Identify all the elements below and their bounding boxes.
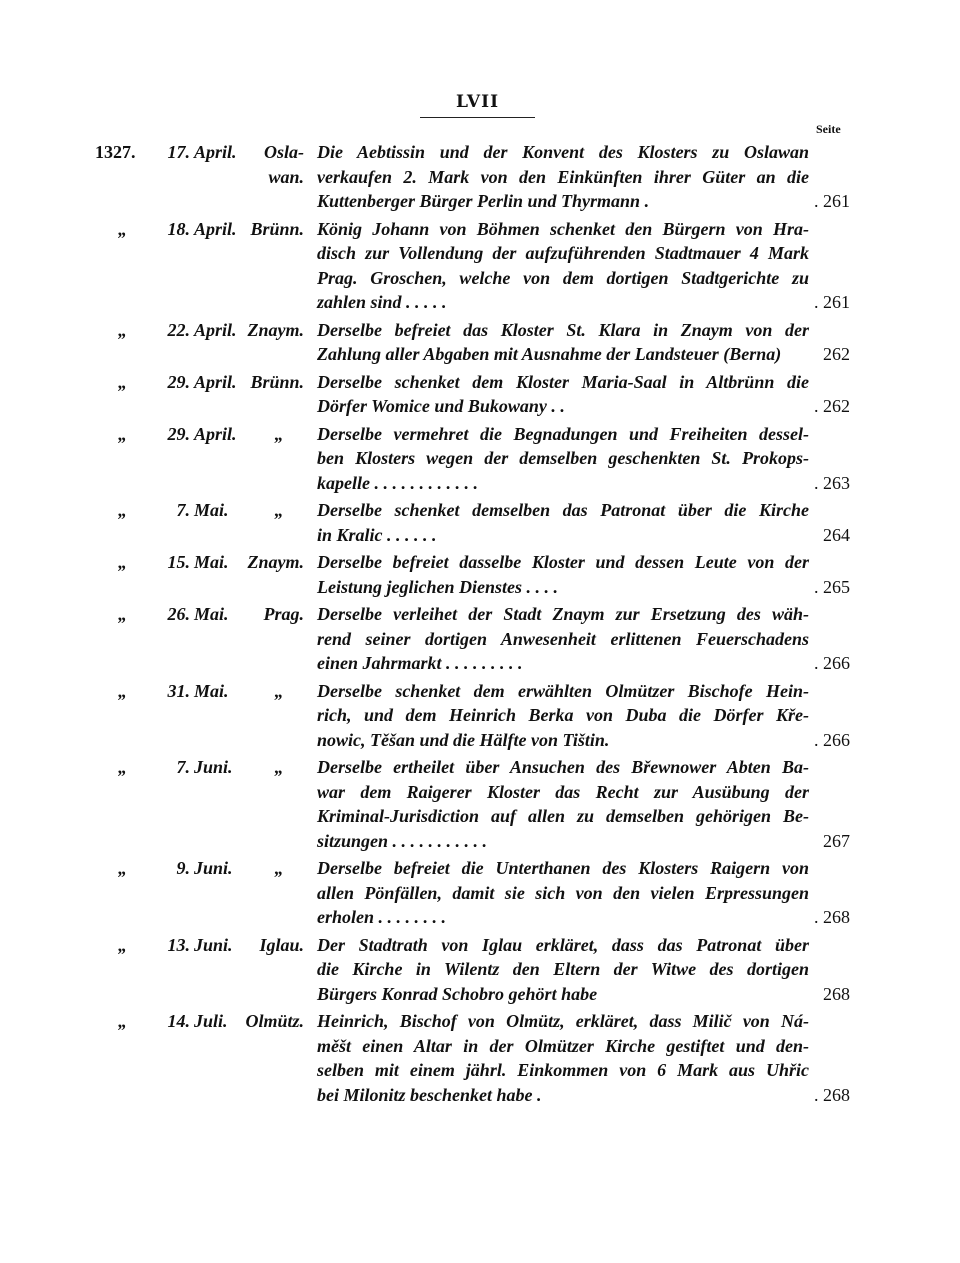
entry-text xyxy=(317,140,809,214)
entry-text-line: Kuttenberger Bürger Perlin und Thyrmann . xyxy=(317,191,650,211)
entry-text-line: nowic, Těšan und die Hälfte von Tištin. xyxy=(317,729,610,750)
entry-text-line: König Johann von Böhmen schenket den Bürgern von Hra- xyxy=(317,218,809,239)
entry-page-ref: 264 xyxy=(823,524,850,545)
entry-place xyxy=(244,933,304,958)
entry-text-line: rich, und dem Heinrich Berka von Duba die Dörfer Křе- xyxy=(317,705,809,725)
entry-text-line: Der Stadtrath von Iglau erkläret, dass das Patronat über xyxy=(317,934,809,955)
entry-place xyxy=(244,550,304,575)
entry-page-ref: . 266 xyxy=(814,653,850,673)
entry-month: Juni. xyxy=(194,934,233,955)
entry-day: 15. xyxy=(167,552,190,572)
entry-text-line: kapelle . . . . . . . . . . . . xyxy=(317,472,478,493)
entry-place xyxy=(244,422,304,447)
entry-place xyxy=(244,1009,304,1034)
entry-text-line: měšt einen Altar in der Olmützer Kirche gestiftet und den- xyxy=(317,1035,809,1056)
entry-place xyxy=(244,318,304,343)
entry-place-line: wan. xyxy=(268,166,304,187)
register-entry xyxy=(0,755,960,853)
entry-page-ref: . 268 xyxy=(814,907,850,927)
entry-place-line: Iglau. xyxy=(259,934,304,955)
entry-place-line: Brünn. xyxy=(250,371,304,392)
entry-place xyxy=(244,856,304,881)
register-entry xyxy=(0,140,960,214)
entry-month: Juli. xyxy=(194,1011,228,1031)
entry-month: April. xyxy=(194,142,237,162)
entry-text-line: Derselbe schenket dem erwählten Olmützer Bischofe Hein- xyxy=(317,680,809,701)
entry-text xyxy=(317,550,809,599)
entry-place-line: Prag. xyxy=(263,604,304,624)
entry-day: 9. xyxy=(176,858,190,878)
entry-text xyxy=(317,933,809,1007)
entry-text-line: Zahlung aller Abgaben mit Ausnahme der Landsteuer (Berna) xyxy=(317,344,782,364)
entry-text-line: Derselbe schenket demselben das Patronat über die Kirche xyxy=(317,500,809,520)
entry-text-line: rend seiner dortigen Anwesenheit erlittenen Feuerschadens xyxy=(317,628,809,649)
register-entry xyxy=(0,318,960,367)
ditto-mark: „ xyxy=(118,552,127,572)
entry-day: 22. xyxy=(167,319,190,340)
register-entry xyxy=(0,217,960,315)
entry-text xyxy=(317,679,809,753)
entry-month: April. xyxy=(194,371,237,392)
entry-page-ref: 268 xyxy=(823,983,850,1004)
entry-place-line: Olmütz. xyxy=(245,1011,304,1031)
entry-page-ref: . 262 xyxy=(814,396,850,416)
register-entry xyxy=(0,422,960,496)
entry-text-line: Derselbe schenket dem Kloster Maria-Saal in Altbrünn die xyxy=(317,371,809,392)
entry-text-line: war dem Raigerer Kloster das Recht zur Ausübung der xyxy=(317,781,809,802)
register-entry xyxy=(0,679,960,753)
entry-text-line: Derselbe vermehret die Begnadungen und Freiheiten dessel- xyxy=(317,423,809,444)
entry-place-line: Brünn. xyxy=(250,218,304,239)
ditto-mark: „ xyxy=(118,604,127,624)
entry-day: 14. xyxy=(167,1011,190,1031)
entry-text-line: selben mit einem jährl. Einkommen von 6 Mark aus Uhřic xyxy=(317,1060,809,1080)
entry-month: April. xyxy=(194,423,237,444)
ditto-mark: „ xyxy=(118,934,127,955)
entry-text-line: disch zur Vollendung der aufzuführenden Stadtmauer 4 Mark xyxy=(317,243,809,263)
entry-month: April. xyxy=(194,218,237,239)
entry-month: Mai. xyxy=(194,604,229,624)
entry-place-line: Znaym. xyxy=(247,552,304,572)
entry-place-line: Osla- xyxy=(264,142,304,162)
entry-text xyxy=(317,217,809,315)
entry-text-line: in Kralic . . . . . . xyxy=(317,524,437,545)
entry-text xyxy=(317,755,809,853)
entry-text-line: bei Milonitz beschenket habe . xyxy=(317,1084,542,1105)
entry-text-line: sitzungen . . . . . . . . . . . xyxy=(317,830,488,851)
entry-page-ref: 267 xyxy=(823,830,850,851)
entry-day: 13. xyxy=(167,934,190,955)
entry-day: 26. xyxy=(167,604,190,624)
entry-text-line: Kriminal-Jurisdiction auf allen zu demselben gehörigen Be- xyxy=(317,806,809,826)
entry-page-ref: . 261 xyxy=(814,191,850,211)
register-entry xyxy=(0,602,960,676)
entry-month: April. xyxy=(194,319,237,340)
ditto-mark: „ xyxy=(118,500,127,520)
register-entry xyxy=(0,856,960,930)
entry-text xyxy=(317,498,809,547)
entry-text-line: allen Pönfällen, damit sie sich von den vielen Erpressungen xyxy=(317,882,809,903)
entry-month: Mai. xyxy=(194,500,229,520)
entry-month: Juni. xyxy=(194,757,233,777)
entry-text xyxy=(317,856,809,930)
entry-text-line: Derselbe befreiet dasselbe Kloster und dessen Leute von der xyxy=(317,552,809,572)
entry-text-line: Die Aebtissin und der Konvent des Klosters zu Oslawan xyxy=(317,142,809,162)
entry-text-line: Derselbe ertheilet über Ansuchen des Břewnower Abten Ba- xyxy=(317,757,809,777)
ditto-mark: „ xyxy=(118,218,127,239)
entry-place-line: Znaym. xyxy=(247,319,304,340)
entry-text-line: ben Klosters wegen der demselben geschenkten St. Prokops- xyxy=(317,448,809,468)
entry-day: 17. xyxy=(167,142,190,162)
entry-text-line: Derselbe verleihet der Stadt Znaym zur Ersetzung des wäh- xyxy=(317,604,809,624)
entry-day: 7. xyxy=(176,757,190,777)
entry-text-line: Derselbe befreiet das Kloster St. Klara in Znaym von der xyxy=(317,319,809,340)
entry-place xyxy=(244,370,304,395)
entry-day: 29. xyxy=(167,423,190,444)
entry-month: Juni. xyxy=(194,858,233,878)
entry-page-ref: . 268 xyxy=(814,1084,850,1105)
entry-text-line: Dörfer Womice und Bukowany . . xyxy=(317,396,565,416)
register-entry xyxy=(0,550,960,599)
entry-day: 18. xyxy=(167,218,190,239)
entry-text-line: verkaufen 2. Mark von den Einkünften ihrer Güter an die xyxy=(317,166,809,187)
page-number: LVII xyxy=(455,92,500,112)
entry-text-line: die Kirche in Wilentz den Eltern der Witwe des dortigen xyxy=(317,959,809,979)
entry-month: Mai. xyxy=(194,552,229,572)
entry-text xyxy=(317,318,809,367)
ditto-mark: „ xyxy=(118,1011,127,1031)
entry-year: 1327. xyxy=(95,142,136,162)
entry-text-line: Leistung jeglichen Dienstes . . . . xyxy=(317,576,559,597)
entry-place-line: „ xyxy=(274,500,284,520)
entry-place xyxy=(244,217,304,242)
entry-month: Mai. xyxy=(194,680,229,701)
entry-page-ref: . 263 xyxy=(814,472,850,493)
ditto-mark: „ xyxy=(118,757,127,777)
register-entry xyxy=(0,1009,960,1107)
entry-text-line: erholen . . . . . . . . xyxy=(317,907,447,927)
entry-text-line: Heinrich, Bischof von Olmütz, erkläret, dass Milič von Ná- xyxy=(317,1011,809,1031)
entry-text-line: zahlen sind . . . . . xyxy=(317,292,447,312)
entry-page-ref: . 266 xyxy=(814,729,850,750)
entry-text-line: Derselbe befreiet die Unterthanen des Klosters Raigern von xyxy=(317,858,809,878)
entry-day: 7. xyxy=(176,500,190,520)
register-entry xyxy=(0,933,960,1007)
entry-place xyxy=(244,679,304,704)
register-entry xyxy=(0,498,960,547)
entry-page-ref: . 261 xyxy=(814,292,850,312)
entry-text xyxy=(317,602,809,676)
header-rule xyxy=(420,117,535,118)
ditto-mark: „ xyxy=(118,423,127,444)
entry-text xyxy=(317,1009,809,1107)
register-entry xyxy=(0,370,960,419)
entry-text-line: Bürgers Konrad Schobro gehört habe xyxy=(317,983,598,1004)
entry-text xyxy=(317,370,809,419)
entry-place-line: „ xyxy=(274,757,284,777)
entry-place-line: „ xyxy=(274,858,284,878)
entry-day: 31. xyxy=(167,680,190,701)
page-column-label: Seite xyxy=(816,122,841,136)
entry-place-line: „ xyxy=(274,423,284,444)
entry-page-ref: . 265 xyxy=(814,576,850,597)
ditto-mark: „ xyxy=(118,371,127,392)
entry-place xyxy=(244,755,304,780)
entry-text-line: einen Jahrmarkt . . . . . . . . . xyxy=(317,653,523,673)
entry-place xyxy=(244,602,304,627)
entry-day: 29. xyxy=(167,371,190,392)
entry-text xyxy=(317,422,809,496)
ditto-mark: „ xyxy=(118,680,127,701)
entry-page-ref: 262 xyxy=(823,344,850,364)
register-entries xyxy=(0,140,960,1110)
entry-place xyxy=(244,498,304,523)
entry-place-line: „ xyxy=(274,680,284,701)
entry-text-line: Prag. Groschen, welche von dem dortigen Stadtgerichte zu xyxy=(317,267,809,288)
ditto-mark: „ xyxy=(118,858,127,878)
ditto-mark: „ xyxy=(118,319,127,340)
entry-place xyxy=(244,140,304,189)
